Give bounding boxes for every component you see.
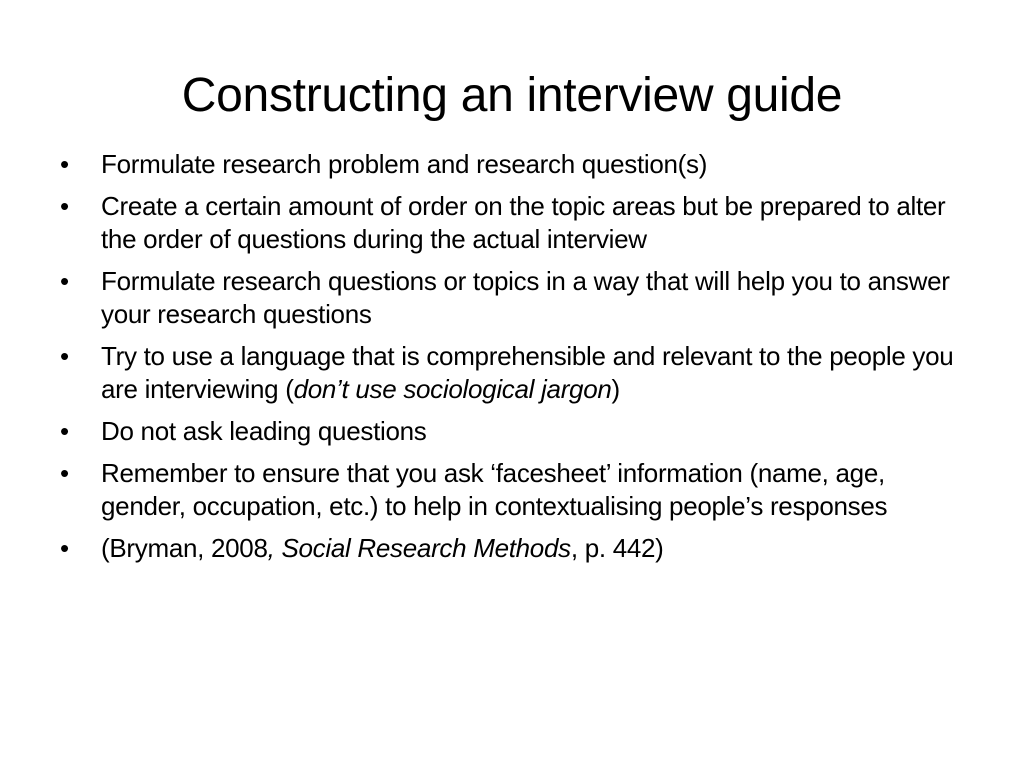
bullet-item	[60, 265, 960, 331]
bullet-dot-icon: •	[60, 191, 69, 221]
bullet-item	[60, 415, 960, 448]
bullet-item	[60, 457, 960, 523]
bullet-text: )	[611, 374, 620, 404]
bullet-dot-icon: •	[60, 341, 69, 371]
bullet-text-italic: , Social Research Methods	[267, 533, 571, 563]
bullet-item	[60, 190, 960, 256]
bullet-text-italic: don’t use sociological jargon	[293, 374, 612, 404]
bullet-dot-icon: •	[60, 149, 69, 179]
bullet-text: Create a certain amount of order on the topic areas but be prepared to alter the order of questions during the actual interview	[101, 191, 946, 254]
bullet-item	[60, 340, 960, 406]
bullet-item	[60, 148, 960, 181]
bullet-dot-icon: •	[60, 533, 69, 563]
bullet-text: , p. 442)	[570, 533, 664, 563]
bullet-text: Remember to ensure that you ask ‘facesheet’ information (name, age, gender, occupation, etc.) to help in contextualising people’s responses	[101, 458, 888, 521]
bullet-text: Do not ask leading questions	[101, 416, 427, 446]
slide-title: Constructing an interview guide	[181, 69, 843, 122]
bullet-dot-icon: •	[60, 458, 69, 488]
bullet-text: Formulate research questions or topics in a way that will help you to answer your research questions	[101, 266, 950, 329]
bullet-dot-icon: •	[60, 416, 69, 446]
bullet-dot-icon: •	[60, 266, 69, 296]
bullet-item	[60, 532, 960, 565]
bullet-list	[60, 148, 960, 574]
bullet-text: (Bryman, 2008	[101, 533, 268, 563]
bullet-text: Try to use a language that is comprehensible and relevant to the people you are interviewing (	[101, 341, 954, 404]
bullet-text: Formulate research problem and research question(s)	[101, 149, 708, 179]
